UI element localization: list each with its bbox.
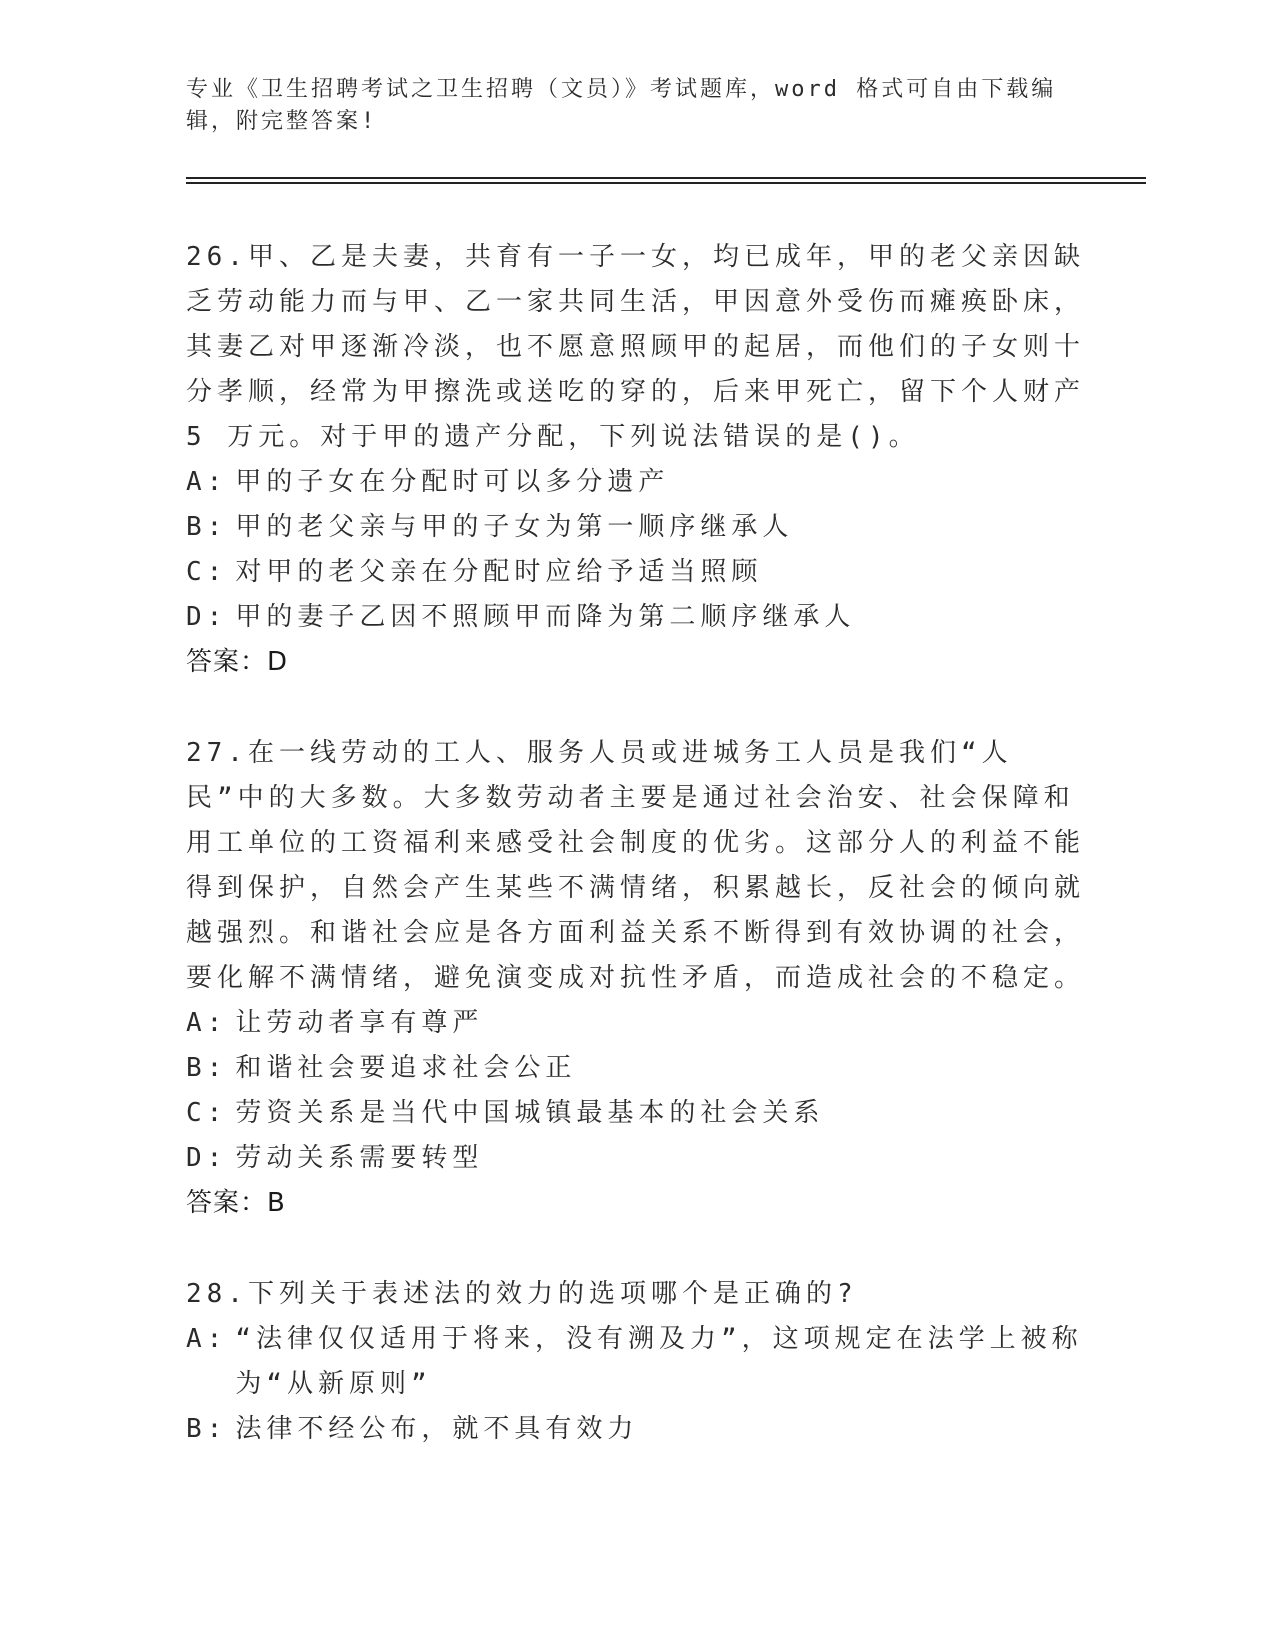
answer-line: 答案：D — [186, 647, 289, 677]
document-header: 专业《卫生招聘考试之卫生招聘（文员）》考试题库，word 格式可自由下载编辑，附完整答案! — [186, 77, 1057, 134]
option-a — [186, 460, 1086, 505]
question-stem: 26.甲、乙是夫妻，共育有一子一女，均已成年，甲的老父亲因缺乏劳动能力而与甲、乙一家共同生活，甲因意外受伤而瘫痪卧床，其妻乙对甲逐渐冷淡，也不愿意照顾甲的起居，而他们的子女则十分孝顺，经常为甲擦洗或送吃的穿的，后来甲死亡，留下个人财产 5 万元。对于甲的遗产分配，下列说法错误的是()。 — [186, 242, 1086, 452]
option-label: B: — [186, 1414, 228, 1444]
option-text: 对甲的老父亲在分配时应给予适当照顾 — [235, 557, 763, 587]
option-label: C: — [186, 557, 228, 587]
option-label: D: — [186, 1143, 228, 1173]
question-stem: 27.在一线劳动的工人、服务人员或进城务工人员是我们“人民”中的大多数。大多数劳动者主要是通过社会治安、社会保障和用工单位的工资福利来感受社会制度的优劣。这部分人的利益不能得到保护，自然会产生某些不满情绪，积累越长，反社会的倾向就越强烈。和谐社会应是各方面利益关系不断得到有效协调的社会，要化解不满情绪，避免演变成对抗性矛盾，而造成社会的不稳定。 — [186, 738, 1086, 993]
option-b — [186, 1407, 1086, 1452]
option-text: 甲的老父亲与甲的子女为第一顺序继承人 — [235, 512, 794, 542]
option-label: A: — [186, 1324, 228, 1354]
option-label: A: — [186, 467, 228, 497]
answer-line: 答案：B — [186, 1188, 286, 1218]
option-text: 劳动关系需要转型 — [235, 1143, 484, 1173]
option-a — [186, 1001, 1086, 1046]
option-text: 甲的妻子乙因不照顾甲而降为第二顺序继承人 — [235, 602, 856, 632]
option-text: 和谐社会要追求社会公正 — [235, 1053, 577, 1083]
header-divider-bottom — [186, 182, 1146, 184]
option-d — [186, 1136, 1086, 1181]
question-stem: 28.下列关于表述法的效力的选项哪个是正确的? — [186, 1279, 858, 1309]
option-text: 让劳动者享有尊严 — [235, 1008, 484, 1038]
option-a — [186, 1317, 1086, 1407]
option-b — [186, 505, 1086, 550]
question-27 — [186, 731, 1086, 1226]
option-label: C: — [186, 1098, 228, 1128]
option-text: 法律不经公布，就不具有效力 — [235, 1414, 639, 1444]
option-text: “法律仅仅适用于将来，没有溯及力”，这项规定在法学上被称为“从新原则” — [235, 1324, 1083, 1399]
option-b — [186, 1046, 1086, 1091]
option-text: 劳资关系是当代中国城镇最基本的社会关系 — [235, 1098, 825, 1128]
option-c — [186, 1091, 1086, 1136]
option-label: A: — [186, 1008, 228, 1038]
question-26 — [186, 235, 1086, 685]
question-28 — [186, 1272, 1086, 1452]
question-list — [186, 235, 1086, 1498]
option-text: 甲的子女在分配时可以多分遗产 — [235, 467, 670, 497]
option-label: B: — [186, 512, 228, 542]
option-label: D: — [186, 602, 228, 632]
header-divider-top — [186, 177, 1146, 179]
option-d — [186, 595, 1086, 640]
option-c — [186, 550, 1086, 595]
option-label: B: — [186, 1053, 228, 1083]
